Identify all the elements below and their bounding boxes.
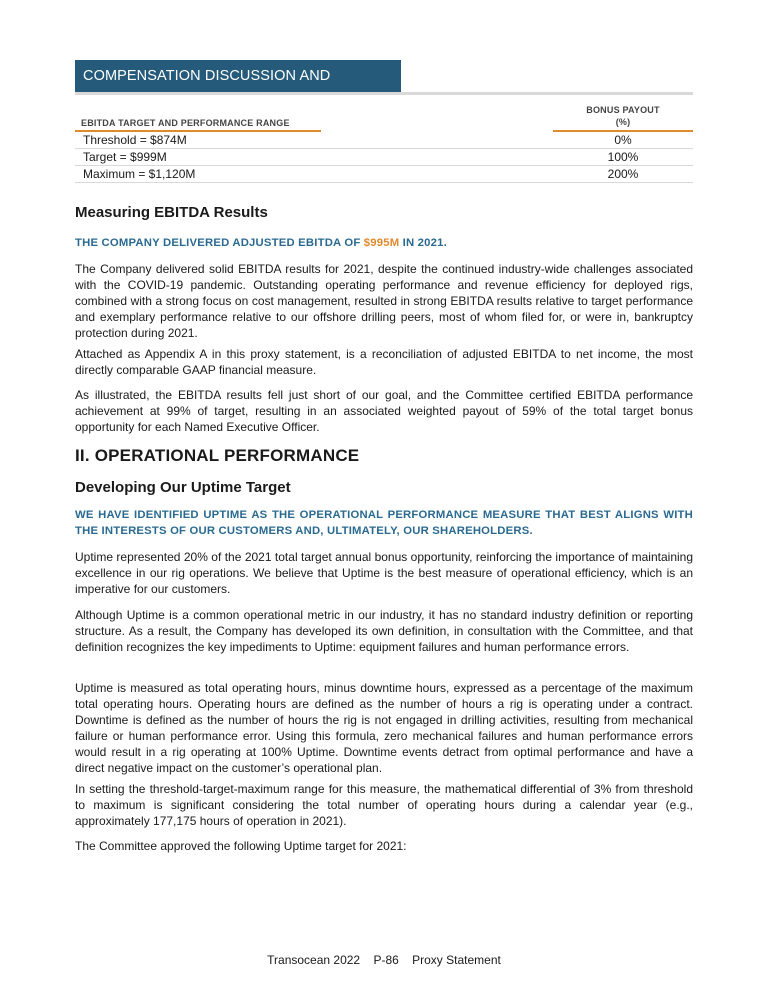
row-payout: 0% <box>614 133 632 147</box>
table-header-payout <box>553 104 693 128</box>
payout-header-line1: BONUS PAYOUT <box>586 105 660 115</box>
table-row <box>75 166 693 183</box>
ebitda-lead <box>75 235 693 251</box>
row-label: Maximum = $1,120M <box>83 167 196 181</box>
table-header-range: EBITDA TARGET AND PERFORMANCE RANGE <box>81 118 290 128</box>
banner-rule <box>75 92 693 95</box>
ebitda-lead-value: $995M <box>363 237 400 249</box>
section-banner: COMPENSATION DISCUSSION AND ANALYSIS <box>75 60 401 92</box>
uptime-paragraph-5: The Committee approved the following Uptime target for 2021: <box>75 839 407 853</box>
ebitda-lead-pre: THE COMPANY DELIVERED ADJUSTED EBITDA OF <box>75 237 364 249</box>
row-label: Target = $999M <box>83 150 167 164</box>
uptime-paragraph-2: Although Uptime is a common operational metric in our industry, it has no standard industry definition or reporting structure. As a result, the Company has developed its own definition, in consultation with the Committee, and that definition recognizes the key impediments to Uptime: equipment failures and human performance errors. <box>75 608 693 654</box>
uptime-paragraph-3: Uptime is measured as total operating hours, minus downtime hours, expressed as a percentage of the maximum total operating hours. Operating hours are defined as the number of hours a rig is operating under a contract. Downtime is defined as the number of hours the rig is not engaged in drilling activities, resulting from mechanical failure or human performance error. Using this formula, zero mechanical failures and human performance errors would result in a rig operating at 100% Uptime. Downtime events detract from optimal performance and have a direct negative impact on the customer’s operational plan. <box>75 681 693 775</box>
uptime-heading: Developing Our Uptime Target <box>75 479 291 496</box>
ebitda-heading: Measuring EBITDA Results <box>75 204 268 221</box>
uptime-paragraph-1: Uptime represented 20% of the 2021 total target annual bonus opportunity, reinforcing the importance of maintaining excellence in our rig operations. We believe that Uptime is the best measure of operational efficiency, which is an imperative for our customers. <box>75 550 693 596</box>
ebitda-paragraph-1: The Company delivered solid EBITDA results for 2021, despite the continued industry-wide challenges associated with the COVID-19 pandemic. Outstanding operating performance and revenue efficiency for deployed rigs, combined with a strong focus on cost management, resulted in strong EBITDA results relative to target performance and exemplary performance relative to our offshore drilling peers, most of whom filed for, or were in, bankruptcy protection during 2021. <box>75 262 693 340</box>
operational-section-title: II. OPERATIONAL PERFORMANCE <box>75 446 360 465</box>
ebitda-paragraph-3: As illustrated, the EBITDA results fell just short of our goal, and the Committee certified EBITDA performance achievement at 99% of target, resulting in an associated weighted payout of 59% of the total target bonus opportunity for each Named Executive Officer. <box>75 388 693 434</box>
table-row <box>75 132 693 149</box>
row-payout: 100% <box>607 150 639 164</box>
row-label: Threshold = $874M <box>83 133 187 147</box>
page-footer: Transocean 2022 P-86 Proxy Statement <box>267 953 501 967</box>
row-payout: 200% <box>607 167 639 181</box>
payout-header-line2: (%) <box>615 117 631 127</box>
uptime-lead: WE HAVE IDENTIFIED UPTIME AS THE OPERATIONAL PERFORMANCE MEASURE THAT BEST ALIGNS WITH THE INTERESTS OF OUR CUSTOMERS AND, ULTIMATELY, OUR SHAREHOLDERS. <box>75 509 693 537</box>
ebitda-paragraph-2: Attached as Appendix A in this proxy statement, is a reconciliation of adjusted EBITDA to net income, the most directly comparable GAAP financial measure. <box>75 347 693 377</box>
ebitda-lead-post: IN 2021. <box>399 237 447 249</box>
uptime-paragraph-4: In setting the threshold-target-maximum range for this measure, the mathematical differential of 3% from threshold to maximum is significant considering the total number of operating hours during a calendar year (e.g., approximately 177,175 hours of operation in 2021). <box>75 782 693 828</box>
table-row <box>75 149 693 166</box>
